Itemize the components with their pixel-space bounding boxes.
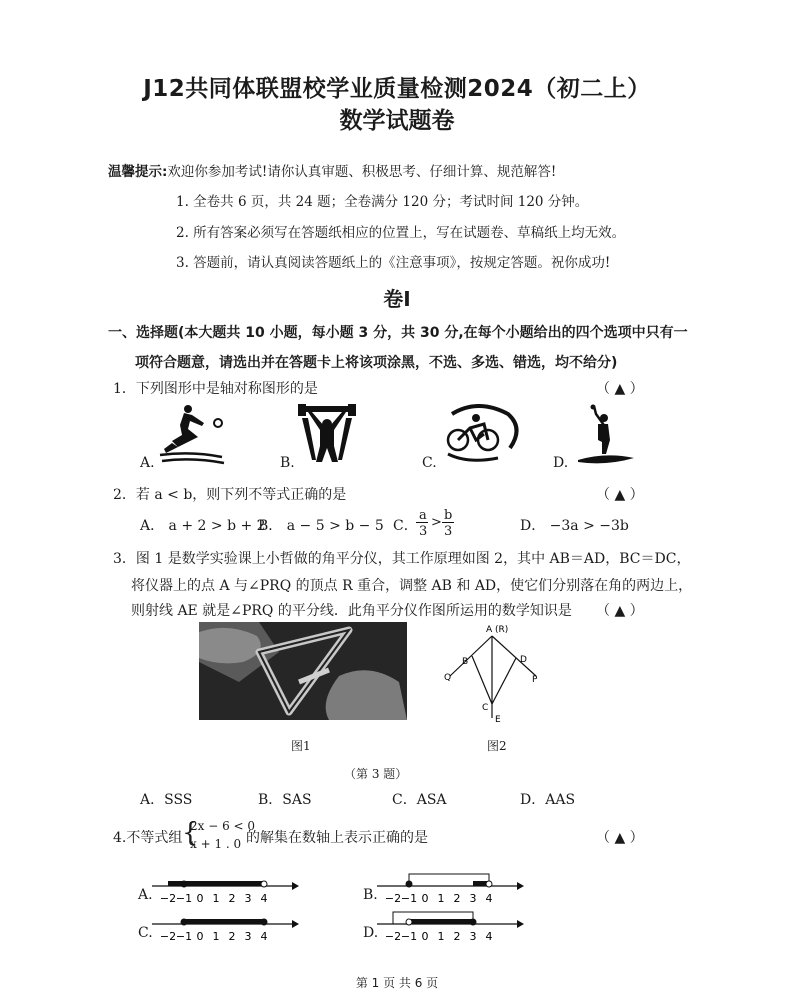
- label-a-r: A (R): [486, 625, 509, 635]
- label-e: E: [495, 715, 501, 724]
- tick-label: −1: [175, 930, 193, 943]
- label-d: D: [520, 655, 527, 665]
- q3-line1: 3．图 1 是数学实验课上小哲做的角平分仪，其工作原理如图 2，其中 AB＝AD，BC＝DC，: [113, 551, 691, 567]
- tick-label: 0: [421, 930, 429, 943]
- q3-option-d[interactable]: D．AAS: [520, 792, 576, 808]
- frac-denominator-b: 3: [444, 524, 453, 539]
- fig1-caption: 图1: [291, 739, 311, 753]
- q3-option-c[interactable]: C．ASA: [392, 792, 447, 808]
- q4-option-c[interactable]: C.: [138, 925, 153, 941]
- q2-answer-mark: （ ▲ ）: [596, 487, 644, 503]
- q4-option-b[interactable]: B.: [363, 887, 378, 903]
- angle-bisector-photo: [199, 622, 407, 720]
- q4-system-2: x + 1 . 0: [190, 837, 242, 851]
- axis-arrow: [292, 920, 299, 928]
- frac-numerator-a: a: [419, 508, 427, 523]
- axis-arrow: [517, 920, 524, 928]
- tick-label: 4: [485, 892, 493, 905]
- cyclist-icon: [438, 404, 522, 466]
- label-c: C: [482, 703, 489, 713]
- frac-greater: >: [431, 515, 442, 530]
- part1-intro-line2: 项符合题意，请选出并在答题卡上将该项涂黑，不选、多选、错选，均不给分): [135, 355, 618, 371]
- q3-answer-mark: （ ▲ ）: [596, 603, 644, 619]
- bisector-diagram: [440, 620, 544, 724]
- label-b: B: [462, 657, 469, 667]
- tips-label: 温馨提示:: [108, 164, 168, 180]
- q3-option-b[interactable]: B．SAS: [258, 792, 312, 808]
- q4-option-a[interactable]: A.: [138, 887, 153, 903]
- tick-label: 1: [437, 930, 445, 943]
- tick-label: −2: [159, 892, 177, 905]
- q2-option-c-fraction: [416, 508, 456, 542]
- label-q: Q: [444, 673, 452, 683]
- q4-prefix: 4.不等式组: [113, 830, 183, 846]
- open-endpoint: [261, 881, 267, 887]
- weightlifter-icon: [298, 404, 356, 466]
- tick-label: 0: [196, 930, 204, 943]
- tick-label: −2: [384, 930, 402, 943]
- tick-label: 1: [437, 892, 445, 905]
- closed-endpoint: [406, 881, 412, 887]
- q3-option-a[interactable]: A．SSS: [140, 792, 193, 808]
- golfer-icon: [576, 404, 636, 466]
- exam-subtitle: 数学试题卷: [339, 108, 455, 134]
- tick-label: 2: [453, 892, 461, 905]
- tick-label: 2: [228, 892, 236, 905]
- q2-option-c[interactable]: C．: [393, 518, 418, 534]
- q1-option-d[interactable]: D.: [553, 455, 569, 471]
- tips-note-3: 3. 答题前，请认真阅读答题纸上的《注意事项》，按规定答题。祝你成功!: [176, 255, 611, 271]
- tick-label: −1: [175, 892, 193, 905]
- q3-line2: 将仪器上的点 A 与∠PRQ 的顶点 R 重合，调整 AB 和 AD，使它们分别落在角的两边上，: [131, 578, 693, 594]
- tick-label: 0: [421, 892, 429, 905]
- tips-line: [108, 160, 556, 180]
- tick-label: 4: [260, 930, 268, 943]
- q4-system-1: 2x − 6 < 0: [190, 819, 256, 833]
- open-endpoint: [486, 881, 492, 887]
- q3-figure-caption: （第 3 题）: [344, 767, 408, 781]
- tick-label: 4: [485, 930, 493, 943]
- frac-denominator-a: 3: [419, 524, 428, 539]
- label-p: P: [532, 675, 538, 685]
- exam-title: J12共同体联盟校学业质量检测2024（初二上）: [143, 76, 651, 102]
- section-title: 卷Ⅰ: [383, 287, 411, 311]
- tick-label: 2: [228, 930, 236, 943]
- number-line-d: [375, 904, 525, 946]
- part1-intro-line1: 一、选择题(本大题共 10 小题，每小题 3 分，共 30 分,在每个小题给出的四个选项中只有一: [108, 325, 688, 341]
- q2-option-b[interactable]: B． a − 5 > b − 5: [258, 518, 384, 534]
- tips-intro: 欢迎你参加考试!请你认真审题、积极思考、仔细计算、规范解答!: [167, 164, 557, 180]
- q2-option-a[interactable]: A． a + 2 > b + 2: [140, 518, 266, 534]
- q4-option-d[interactable]: D.: [363, 925, 379, 941]
- closed-endpoint: [181, 919, 187, 925]
- volleyball-athlete-icon: [158, 403, 226, 465]
- closed-endpoint: [261, 919, 267, 925]
- q2-option-d[interactable]: D． −3a > −3b: [520, 518, 629, 534]
- frac-bar-a: [416, 522, 428, 523]
- closed-endpoint: [470, 919, 476, 925]
- number-line-b: [375, 866, 525, 908]
- tick-label: 1: [212, 930, 220, 943]
- number-line-a: [150, 866, 300, 908]
- tick-label: 2: [453, 930, 461, 943]
- number-line-c: [150, 904, 300, 946]
- solution-shading: [409, 919, 473, 924]
- q4-answer-mark: （ ▲ ）: [596, 830, 644, 846]
- tick-label: 3: [244, 930, 252, 943]
- tick-label: 3: [244, 892, 252, 905]
- q1-stem: 1．下列图形中是轴对称图形的是: [113, 381, 318, 397]
- q1-option-c[interactable]: C.: [422, 455, 437, 471]
- tips-note-2: 2. 所有答案必须写在答题纸相应的位置上，写在试题卷、草稿纸上均无效。: [176, 225, 626, 241]
- tips-note-1: 1. 全卷共 6 页，共 24 题；全卷满分 120 分；考试时间 120 分钟。: [176, 194, 589, 210]
- tick-label: −1: [400, 892, 418, 905]
- closed-endpoint: [181, 881, 187, 887]
- frac-numerator-b: b: [444, 508, 453, 523]
- tick-label: 3: [469, 892, 477, 905]
- frac-bar-b: [442, 522, 454, 523]
- q1-option-b[interactable]: B.: [280, 455, 295, 471]
- q4-brace: {: [182, 818, 199, 848]
- q1-answer-mark: （ ▲ ）: [596, 381, 644, 397]
- q3-line3: 则射线 AE 就是∠PRQ 的平分线．此角平分仪作图所运用的数学知识是: [131, 603, 572, 619]
- fig2-caption: 图2: [487, 739, 507, 753]
- tick-label: −2: [159, 930, 177, 943]
- tick-label: 0: [196, 892, 204, 905]
- axis-arrow: [517, 882, 524, 890]
- solution-shading: [184, 919, 264, 924]
- open-endpoint: [406, 919, 412, 925]
- tick-label: 3: [469, 930, 477, 943]
- q2-stem: 2．若 a < b，则下列不等式正确的是: [113, 487, 347, 503]
- page-footer: 第 1 页 共 6 页: [355, 976, 439, 990]
- axis-arrow: [292, 882, 299, 890]
- tick-label: 1: [212, 892, 220, 905]
- tick-label: −2: [384, 892, 402, 905]
- tick-label: 4: [260, 892, 268, 905]
- q1-option-a[interactable]: A.: [140, 455, 155, 471]
- q4-suffix: 的解集在数轴上表示正确的是: [246, 830, 428, 846]
- tick-label: −1: [400, 930, 418, 943]
